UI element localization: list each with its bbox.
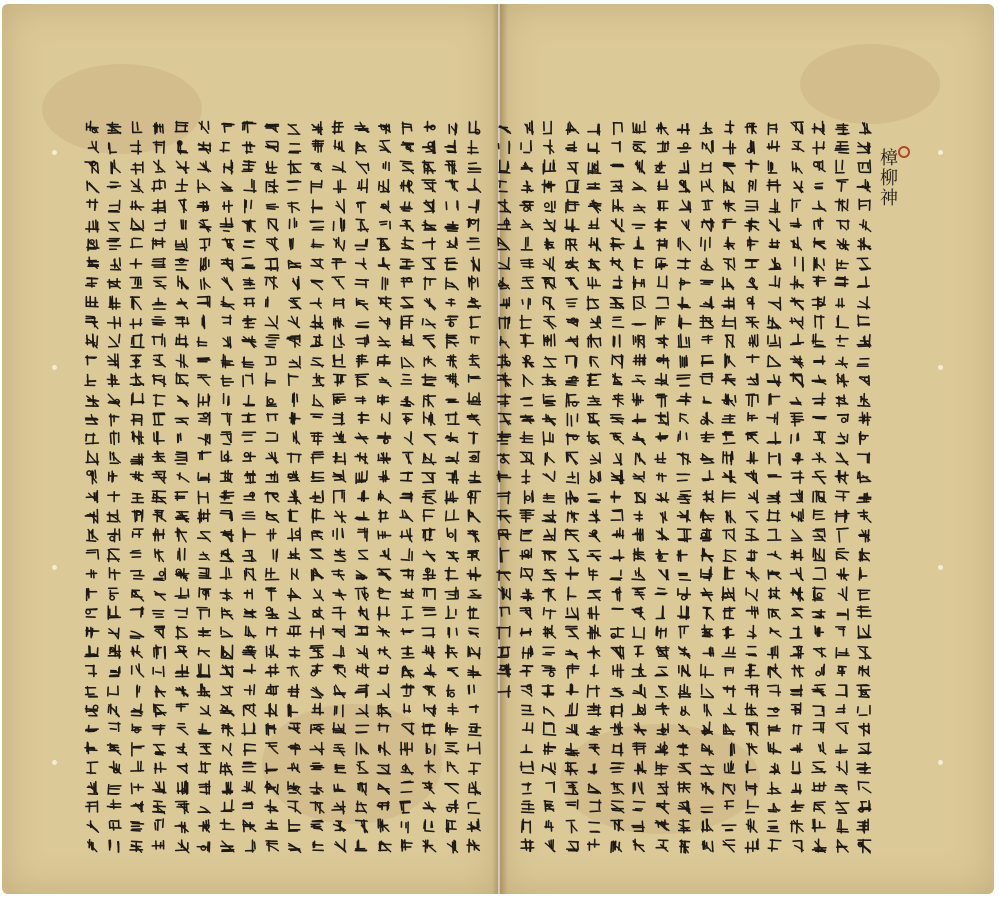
binding-hole [938, 760, 943, 765]
binding-hole [52, 365, 57, 370]
binding-hole [52, 150, 57, 155]
section-title: 樟柳神 [877, 148, 898, 208]
binding-hole [938, 150, 943, 155]
binding-hole [938, 565, 943, 570]
binding-hole [52, 760, 57, 765]
binding-hole [938, 365, 943, 370]
binding-hole [52, 565, 57, 570]
